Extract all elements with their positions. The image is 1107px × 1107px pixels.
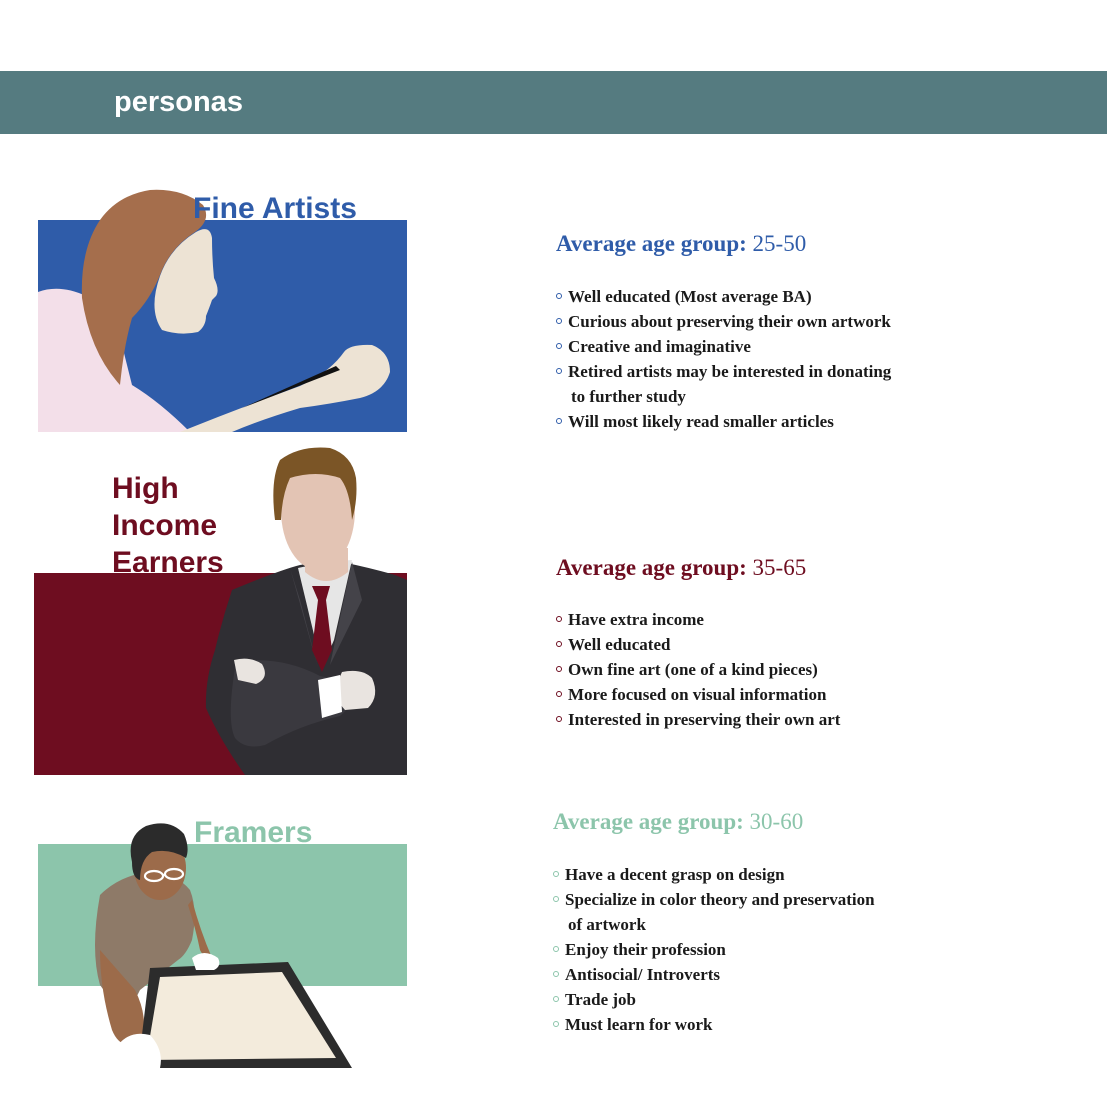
bullet-icon bbox=[556, 716, 562, 722]
bullet-icon bbox=[553, 871, 559, 877]
fine-artists-traits bbox=[556, 284, 891, 434]
list-item: Creative and imaginative bbox=[556, 334, 891, 359]
age-value: 30-60 bbox=[749, 809, 804, 834]
fine-artists-title: Fine Artists bbox=[193, 192, 357, 225]
age-value: 35-65 bbox=[752, 555, 807, 580]
bullet-icon bbox=[556, 418, 562, 424]
age-value: 25-50 bbox=[752, 231, 807, 256]
high-income-title-line: High bbox=[112, 472, 179, 505]
high-income-age bbox=[556, 554, 806, 582]
high-income-title bbox=[112, 470, 224, 572]
bullet-icon bbox=[553, 896, 559, 902]
bullet-icon bbox=[556, 691, 562, 697]
bullet-icon bbox=[553, 1021, 559, 1027]
framers-age bbox=[553, 808, 803, 836]
bullet-icon bbox=[553, 996, 559, 1002]
list-item: Own fine art (one of a kind pieces) bbox=[556, 657, 840, 682]
framer-illustration bbox=[38, 823, 407, 1068]
high-income-traits bbox=[556, 607, 840, 732]
bullet-icon bbox=[553, 971, 559, 977]
fine-artists-age bbox=[556, 230, 806, 258]
bullet-icon bbox=[556, 318, 562, 324]
age-label: Average age group: bbox=[556, 555, 747, 580]
high-income-title-line: Earners bbox=[112, 546, 224, 572]
age-label: Average age group: bbox=[553, 809, 744, 834]
list-item: Curious about preserving their own artwork bbox=[556, 309, 891, 334]
list-item: Specialize in color theory and preservation of artwork bbox=[553, 887, 875, 937]
list-item: Retired artists may be interested in donating to further study bbox=[556, 359, 891, 409]
age-label: Average age group: bbox=[556, 231, 747, 256]
list-item: Enjoy their profession bbox=[553, 937, 875, 962]
bullet-icon bbox=[556, 343, 562, 349]
framers-traits bbox=[553, 862, 875, 1037]
list-item: Antisocial/ Introverts bbox=[553, 962, 875, 987]
bullet-icon bbox=[556, 293, 562, 299]
list-item: Well educated (Most average BA) bbox=[556, 284, 891, 309]
list-item: Will most likely read smaller articles bbox=[556, 409, 891, 434]
list-item: More focused on visual information bbox=[556, 682, 840, 707]
list-item: Interested in preserving their own art bbox=[556, 707, 840, 732]
framers-title: Framers bbox=[194, 816, 313, 849]
list-item: Must learn for work bbox=[553, 1012, 875, 1037]
list-item: Have extra income bbox=[556, 607, 840, 632]
framers-panel bbox=[38, 844, 407, 986]
list-item: Have a decent grasp on design bbox=[553, 862, 875, 887]
bullet-icon bbox=[556, 666, 562, 672]
list-item: Well educated bbox=[556, 632, 840, 657]
list-item: Trade job bbox=[553, 987, 875, 1012]
bullet-icon bbox=[553, 946, 559, 952]
bullet-icon bbox=[556, 641, 562, 647]
bullet-icon bbox=[556, 616, 562, 622]
high-income-title-line: Income bbox=[112, 509, 218, 542]
page-title: personas bbox=[114, 86, 243, 118]
bullet-icon bbox=[556, 368, 562, 374]
